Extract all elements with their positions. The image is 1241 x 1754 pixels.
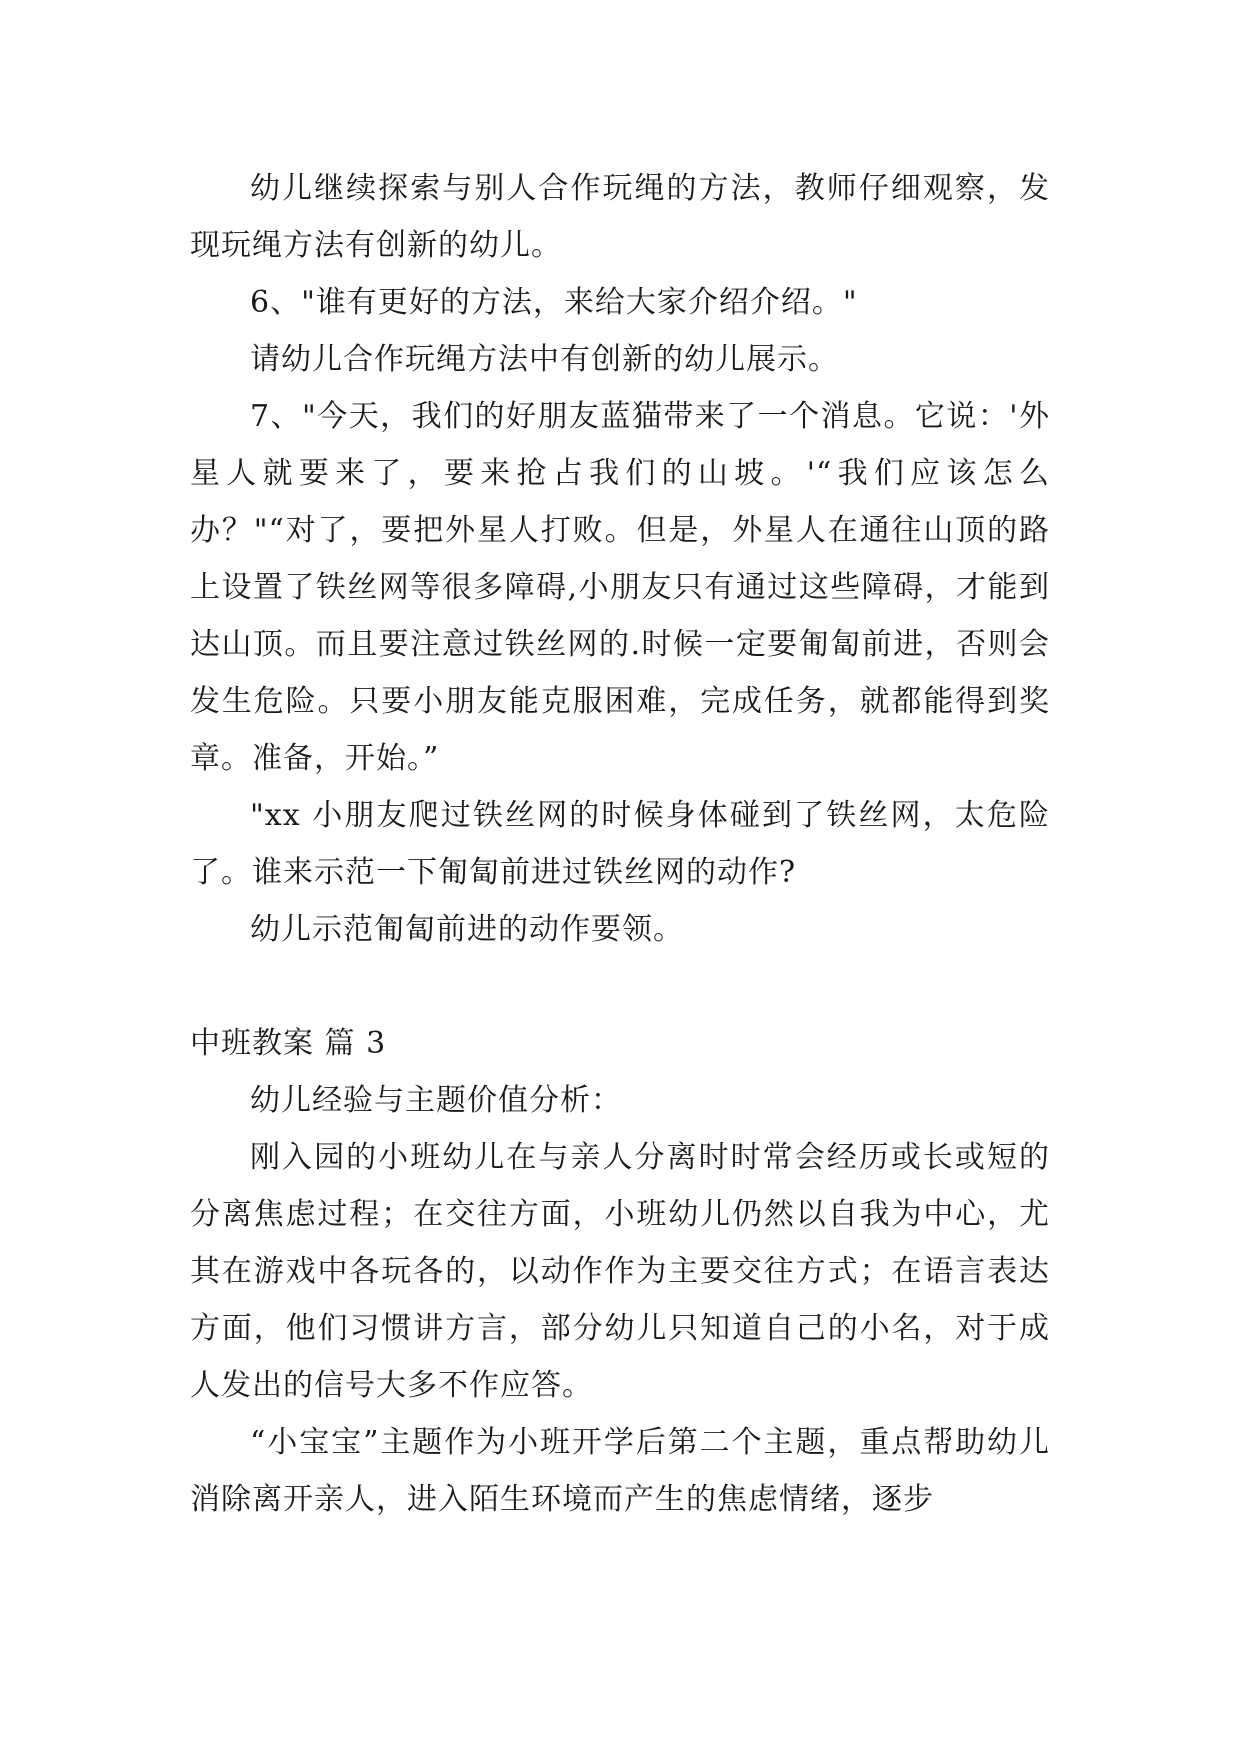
paragraph: 6、"谁有更好的方法，来给大家介绍介绍。" xyxy=(250,285,858,320)
paragraph: 幼儿继续探索与别人合作玩绳的方法，教师仔细观察，发现玩绳方法有创新的幼儿。 xyxy=(190,171,1050,263)
paragraph: 请幼儿合作玩绳方法中有创新的幼儿展示。 xyxy=(250,342,839,377)
paragraph: 刚入园的小班幼儿在与亲人分离时时常会经历或长或短的分离焦虑过程；在交往方面，小班幼儿仍然以自我为中心，尤其在游戏中各玩各的，以动作作为主要交往方式；在语言表达方面，他们习惯讲方言，部分幼儿只知道自己的小名，对于成人发出的信号大多不作应答。 xyxy=(190,1140,1050,1403)
document-body xyxy=(190,160,1050,1528)
paragraph: 幼儿示范匍匐前进的动作要领。 xyxy=(250,912,684,947)
section-heading: 中班教案 篇 3 xyxy=(190,1026,387,1061)
paragraph: 7、"今天，我们的好朋友蓝猫带来了一个消息。它说：'外星人就要来了，要来抢占我们的山坡。'“我们应该怎么办？"“对了，要把外星人打败。但是，外星人在通往山顶的路上设置了铁丝网等很多障碍,小朋友只有通过这些障碍，才能到达山顶。而且要注意过铁丝网的.时候一定要匍匐前进，否则会发生危险。只要小朋友能克服困难，完成任务，就都能得到奖章。准备，开始。” xyxy=(190,399,1050,776)
paragraph: "xx 小朋友爬过铁丝网的时候身体碰到了铁丝网，太危险了。谁来示范一下匍匐前进过铁丝网的动作? xyxy=(190,798,1050,890)
paragraph: 幼儿经验与主题价值分析： xyxy=(250,1083,622,1118)
paragraph: “小宝宝”主题作为小班开学后第二个主题，重点帮助幼儿消除离开亲人，进入陌生环境而产生的焦虑情绪，逐步 xyxy=(190,1425,1050,1517)
